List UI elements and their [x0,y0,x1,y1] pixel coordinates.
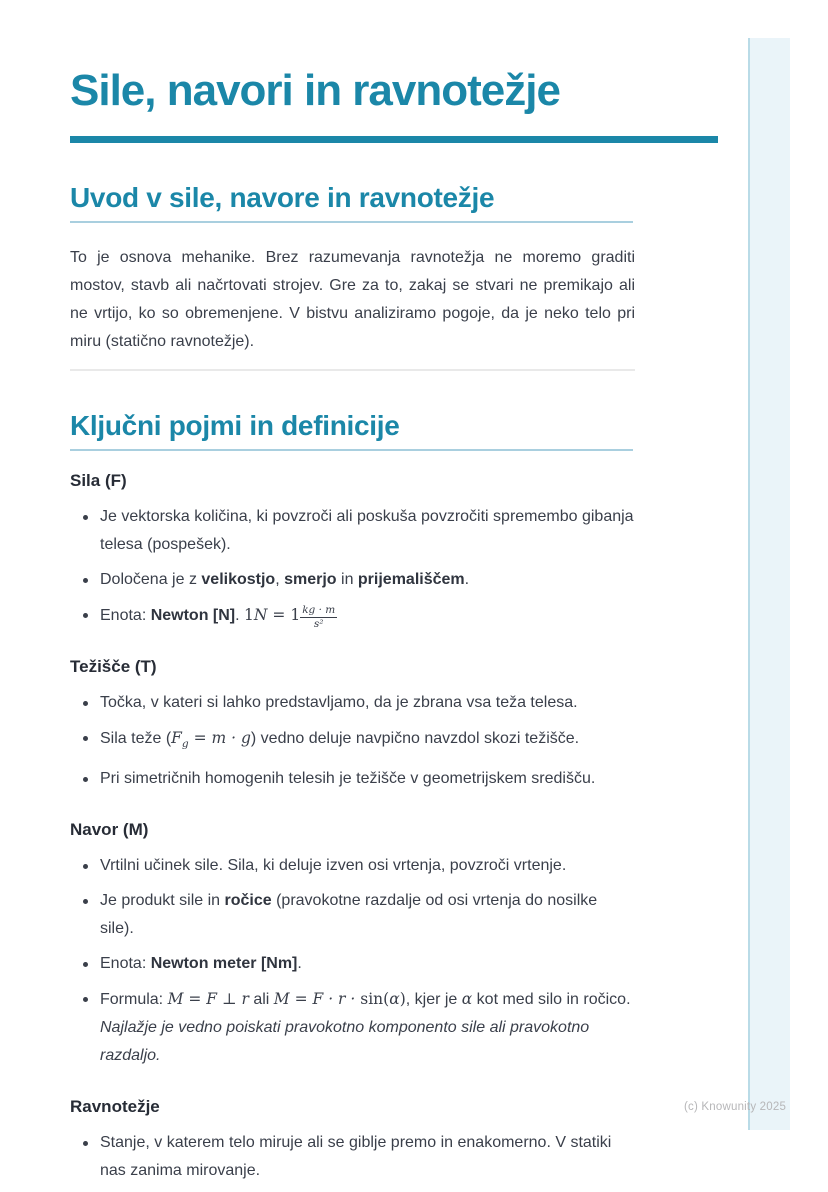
accent-bar [748,38,790,1130]
list-item-text: kot med silo in ročico. [472,991,631,1009]
math-expression: 1N = 1 $\frac{kg \cdot m}{\text{s²}}$ [244,603,336,630]
section-concepts [70,371,635,1185]
list-item-text: (pravokotne razdalje od osi vrtenja do nosilke sile). [100,892,598,938]
list-item [70,689,635,717]
list-item-text: Enota: [100,607,151,624]
bullet-list-sila [70,503,635,630]
list-item-text: , [275,571,285,588]
list-item [70,503,635,559]
list-item-text: Je produkt sile in [100,892,225,910]
bold-term: Newton [N] [150,607,236,624]
list-item-text: ali [248,991,274,1009]
bullet-list-navor [70,852,635,1070]
list-item-text: . [464,571,470,588]
bold-term: velikostjo [201,571,276,588]
list-item-text: in [336,571,358,588]
section-heading-concepts: Ključni pojmi in definicije [70,410,400,441]
list-item [70,566,635,594]
fraction: $\frac{kg \cdot m}{\text{s²}}$ [302,603,336,630]
list-item-text: , kjer je [405,991,462,1009]
subsection-title-tezisce: Težišče (T) [70,657,157,676]
list-item-text: Pri simetričnih homogenih telesih je težišče v geometrijskem središču. [100,770,596,788]
list-item [70,985,635,1070]
subsection-title-sila: Sila (F) [70,471,127,490]
math-expression: $F_g = m \cdot g$ [171,729,251,751]
list-item [70,1129,635,1185]
list-item-text: Formula: [100,991,168,1009]
bold-term: ročice [224,892,272,910]
list-item-text: Vrtilni učinek sile. Sila, ki deluje izven osi vrtenja, povzroči vrtenje. [100,857,567,875]
subsection-title-ravnotezje: Ravnotežje [70,1097,160,1117]
list-item-text: Enota: [100,955,151,973]
list-item [70,724,635,758]
bullet-list-tezisce [70,689,635,793]
section-underline [70,221,633,223]
title-rule [70,136,718,143]
section-heading-intro: Uvod v sile, navore in ravnotežje [70,182,495,213]
subsection-title-navor: Navor (M) [70,820,149,840]
list-item-text: Določena je z [100,571,202,588]
list-item-text: Stanje, v katerem telo miruje ali se giblje premo in enakomerno. V statiki nas zanima mirovanje. [100,1134,612,1180]
list-item [70,765,635,793]
bold-term: Newton meter [Nm] [150,955,298,973]
bold-term: prijemališčem [357,571,465,588]
footer-copyright: (c) Knowunity 2025 [684,1101,787,1113]
math-expression: M = F · r · sin(α) [273,990,406,1009]
italic-note: Najlažje je vedno poiskati pravokotno komponento sile ali pravokotno razdaljo. [100,1019,590,1065]
section-intro [70,143,635,356]
bold-term: smerjo [284,571,337,588]
list-item-text: Je vektorska količina, ki povzroči ali poskuša povzročiti spremembo gibanja telesa (pospešek). [100,508,634,553]
page-title: Sile, navori in ravnotežje [70,66,560,115]
list-item-text: . [297,955,302,973]
document-page [70,0,635,1192]
list-item-text: ) vedno deluje navpično navzdol skozi težišče. [250,730,580,747]
bullet-list-ravnotezje [70,1129,635,1185]
list-item [70,950,635,978]
math-expression: M = F ⊥ r [167,990,249,1009]
list-item-text: Sila teže ( [100,730,172,747]
list-item [70,852,635,880]
list-item-text: Točka, v kateri si lahko predstavljamo, da je zbrana vsa teža telesa. [100,694,578,711]
list-item [70,887,635,943]
list-item [70,601,635,630]
list-item-text: . [235,607,245,624]
intro-paragraph: To je osnova mehanike. Brez razumevanja ravnotežja ne moremo graditi mostov, stavb ali načrtovati strojev. Gre za to, zakaj se stvari ne premikajo ali ne vrtijo, ko so obremenjene. V bistvu analiziramo pogoje, da je neko telo pri miru (statično ravnotežje). [70,249,635,350]
math-symbol-alpha: α [461,990,473,1009]
